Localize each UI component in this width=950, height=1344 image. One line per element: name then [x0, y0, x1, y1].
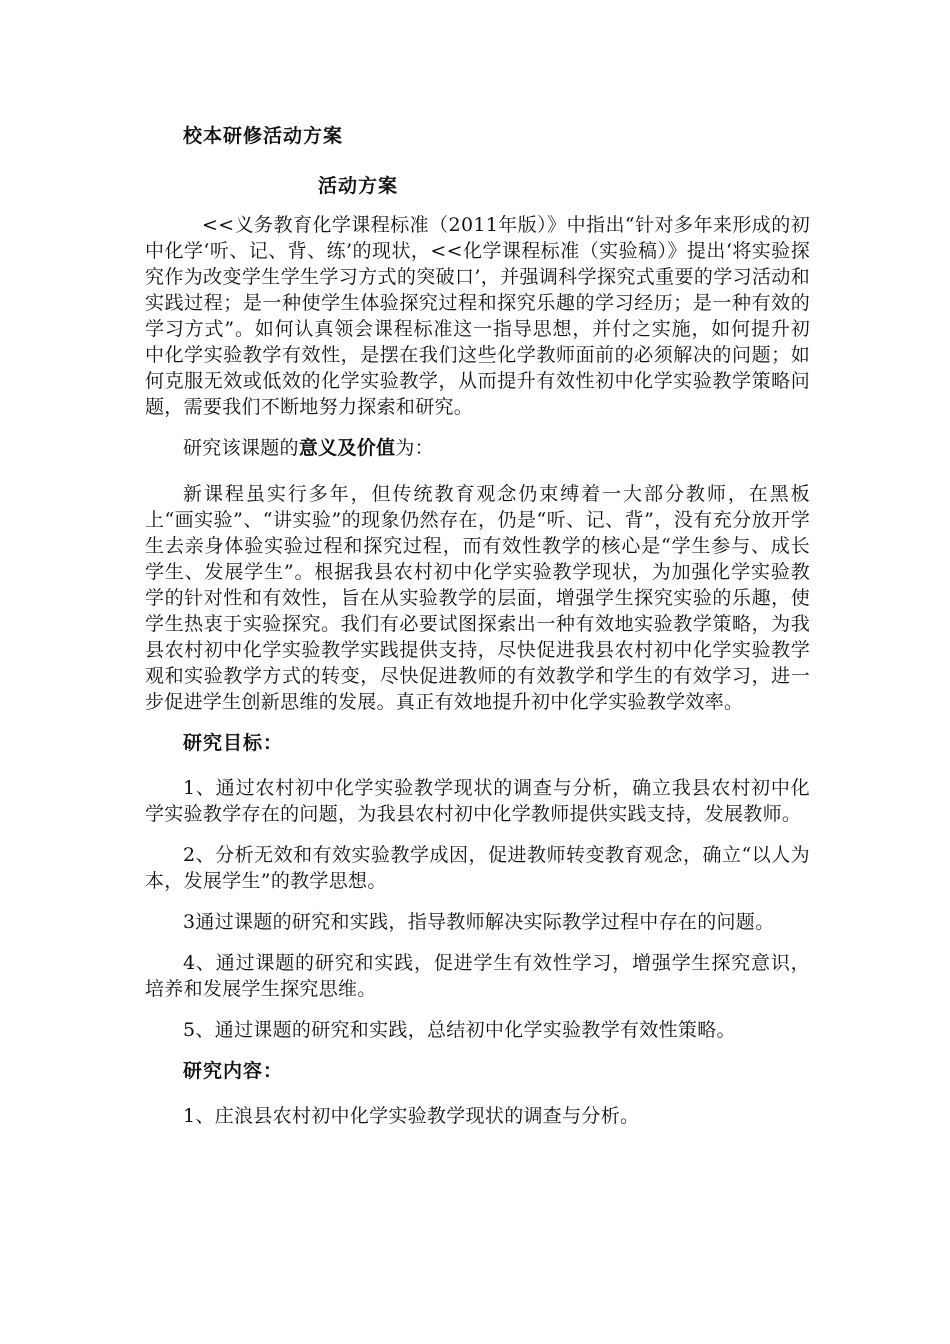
goal-item: 4、通过课题的研究和实践，促进学生有效性学习，增强学生探究意识，培养和发展学生探究思维。 — [145, 952, 810, 1000]
goal-item: 5、通过课题的研究和实践，总结初中化学实验教学有效性策略。 — [183, 1019, 736, 1041]
significance-suffix: 为： — [395, 437, 434, 459]
significance-paragraph: 新课程虽实行多年，但传统教育观念仍束缚着一大部分教师，在黑板上“画实验”、“讲实验”的现象仍然存在，仍是“听、记、背”，没有充分放开学生去亲身体验实验过程和探究过程，而有效性教学的核心是“学生参与、成长学生、发展学生”。根据我县农村初中化学实验教学现状，为加强化学实验教学的针对性和有效性，旨在从实验教学的层面，增强学生探究实验的乐趣，使学生热衷于实验探究。我们有必要试图探索出一种有效地实验教学策略，为我县农村初中化学实验教学实践提供支持，尽快促进我县农村初中化学实验教学观和实验教学方式的转变，尽快促进教师的有效教学和学生的有效学习，进一步促进学生创新思维的发展。真正有效地提升初中化学实验教学效率。 — [145, 483, 810, 713]
content-heading: 研究内容： — [183, 1060, 284, 1082]
goals-heading: 研究目标： — [183, 732, 284, 754]
intro-paragraph: <<义务教育化学课程标准（2011年版）》中指出“针对多年来形成的初中化学‘听、记、背、练’的现状，<<化学课程标准（实验稿）》提出‘将实验探究作为改变学生学生学习方式的突破口’，并强调科学探究式重要的学习活动和实践过程；是一种使学生体验探究过程和探究乐趣的学习经历；是一种有效的学习方式”。如何认真领会课程标准这一指导思想，并付之实施，如何提升初中化学实验教学有效性，是摆在我们这些化学教师面前的必须解决的问题；如何克服无效或低效的化学实验教学，从而提升有效性初中化学实验教学策略问题，需要我们不断地努力探索和研究。 — [145, 214, 810, 418]
significance-prefix: 研究该课题的 — [183, 437, 299, 459]
goal-item: 2、分析无效和有效实验教学成因，促进教师转变教育观念，确立“以人为本，发展学生”的教学思想。 — [145, 844, 810, 892]
goal-item: 3通过课题的研究和实践，指导教师解决实际教学过程中存在的问题。 — [183, 911, 775, 933]
goal-item: 1、通过农村初中化学实验教学现状的调查与分析，确立我县农村初中化学实验教学存在的问题，为我县农村初中化学教师提供实践支持，发展教师。 — [145, 777, 810, 825]
document-title: 校本研修活动方案 — [183, 125, 344, 147]
document-body — [145, 212, 810, 1144]
significance-bold-text: 意义及价值 — [298, 437, 396, 459]
significance-line — [145, 435, 810, 461]
section-title: 活动方案 — [318, 175, 399, 197]
content-item: 1、庄浪县农村初中化学实验教学现状的调查与分析。 — [183, 1105, 640, 1127]
